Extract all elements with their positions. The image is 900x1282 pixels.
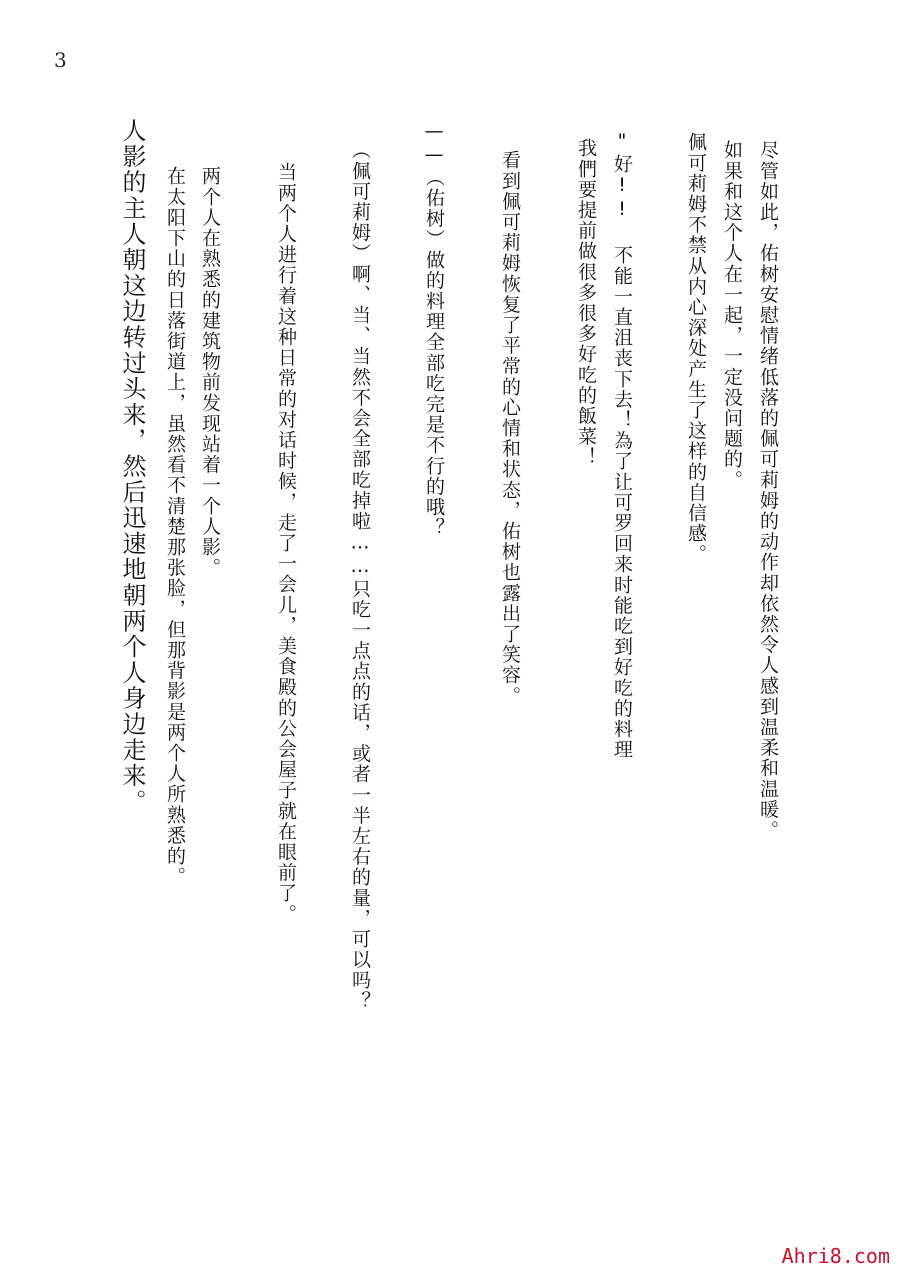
watermark: Ahri8.com [781, 1244, 890, 1268]
text-line-5: 我們要提前做很多很多好吃的飯菜！ [575, 138, 597, 468]
text-line-3: 佩可莉姆不禁从内心深处产生了这样的自信感。 [685, 132, 707, 565]
text-line-1: 尽管如此，佑树安慰情绪低落的佩可莉姆的动作却依然令人感到温柔和温暖。 [757, 140, 779, 841]
text-line-7: ——（佑树）做的料理全部吃完是不行的哦？ [423, 120, 445, 538]
text-line-2: 如果和这个人在一起，一定没问题的。 [721, 140, 743, 491]
text-line-9: 当两个人进行着这种日常的对话时候，走了一会儿，美食殿的公会屋子就在眼前了。 [275, 162, 297, 925]
text-line-11: 在太阳下山的日落街道上，虽然看不清楚那张脸，但那背影是两个人所熟悉的。 [164, 166, 186, 887]
text-line-8: （佩可莉姆）啊、当、当然不会全部吃掉啦……只吃一点点的话，或者一半左右的量，可以吗？ [349, 140, 371, 1012]
text-line-12: 人影的主人朝这边转过头来，然后迅速地朝两个人身边走来。 [118, 118, 146, 815]
text-line-6: 看到佩可莉姆恢复了平常的心情和状态，佑树也露出了笑容。 [499, 150, 521, 707]
text-line-10: 两个人在熟悉的建筑物前发现站着一个人影。 [199, 166, 221, 578]
text-line-4: "好!! 不能一直沮丧下去！為了让可罗回来时能吃到好吃的料理 [611, 130, 633, 760]
page-number: 3 [54, 48, 67, 72]
